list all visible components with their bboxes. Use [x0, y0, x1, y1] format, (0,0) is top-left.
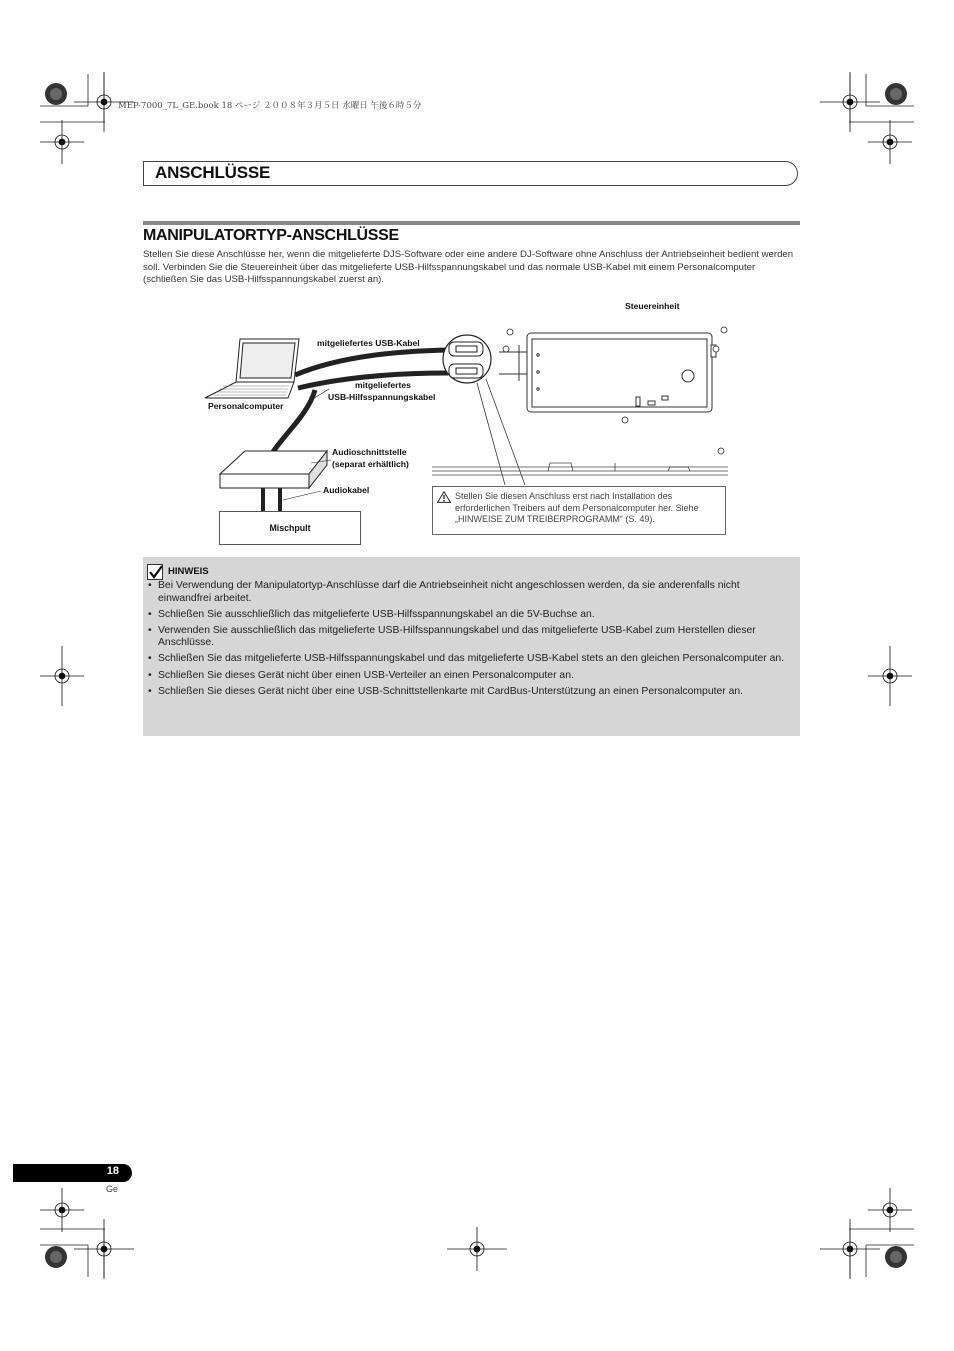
label-audio-line2: (separat erhältlich) [332, 459, 409, 469]
list-item: • Schließen Sie ausschließlich das mitgelieferte USB-Hilfsspannungskabel an die 5V-Buchse an. [148, 608, 595, 620]
warning-icon [437, 491, 451, 503]
note-item-text: Verwenden Sie ausschließlich das mitgelieferte USB-Hilfsspannungskabel und das mitgelieferte USB-Kabel zum Herstellen dieser Anschlüsse. [158, 624, 756, 649]
list-item: • Bei Verwendung der Manipulatortyp-Anschlüsse darf die Antriebseinheit nicht angeschlossen werden, da sie anderenfalls nicht einwandfrei arbeitet. [148, 580, 740, 604]
mixer-box [219, 511, 361, 545]
note-item-text: Schließen Sie ausschließlich das mitgelieferte USB-Hilfsspannungskabel an die 5V-Buchse an. [158, 608, 595, 620]
list-item: • Schließen Sie dieses Gerät nicht über eine USB-Schnittstellenkarte mit CardBus-Unterstützung an einen Personalcomputer an. [148, 685, 744, 697]
note-panel [143, 557, 800, 736]
label-personalcomputer: Personalcomputer [208, 401, 284, 411]
label-usb-kabel: mitgeliefertes USB-Kabel [317, 338, 420, 348]
note-list [148, 580, 793, 702]
caution-box [432, 486, 726, 535]
list-item: • Schließen Sie dieses Gerät nicht über einen USB-Verteiler an einen Personalcomputer an. [148, 669, 574, 681]
note-label: HINWEIS [168, 566, 209, 577]
page-number-tab [13, 1164, 132, 1182]
list-item: • Verwenden Sie ausschließlich das mitgelieferte USB-Hilfsspannungskabel und das mitgelieferte USB-Kabel zum Herstellen dieser Anschlüsse. [148, 624, 756, 649]
label-hilfs-line2: USB-Hilfsspannungskabel [328, 392, 436, 402]
label-steuereinheit: Steuereinheit [625, 301, 680, 311]
audio-interface-icon [220, 451, 327, 488]
checkmark-icon [147, 564, 163, 580]
label-audio-line1: Audioschnittstelle [332, 447, 407, 457]
note-item-text: Schließen Sie das mitgelieferte USB-Hilfsspannungskabel und das mitgelieferte USB-Kabel stets an den gleichen Personalcomputer an. [158, 653, 785, 665]
label-hilfs-line1: mitgeliefertes [355, 380, 411, 390]
controller-unit-icon [499, 333, 716, 412]
note-item-text: Schließen Sie dieses Gerät nicht über einen USB-Verteiler an einen Personalcomputer an. [158, 669, 574, 681]
intro-paragraph: Stellen Sie diese Anschlüsse her, wenn die mitgelieferte DJS-Software oder eine andere DJ-Software ohne Anschluss der Antriebseinheit bedient werden soll. Verbinden Sie die Steuereinheit über das mitgelieferte USB-Hilfsspannungskabel und das normale USB-Kabel mit einem Personalcomputer (schließen Sie das USB-Hilfsspannungskabel zuerst an). [143, 249, 794, 286]
language-code: Ge [106, 1184, 119, 1194]
note-item-text: Schließen Sie dieses Gerät nicht über eine USB-Schnittstellenkarte mit CardBus-Unterstützung an einen Personalcomputer an. [158, 685, 744, 697]
chapter-heading [143, 161, 798, 186]
laptop-icon [205, 339, 299, 398]
chapter-title: ANSCHLÜSSE [155, 163, 271, 182]
caution-text: Stellen Sie diesen Anschluss erst nach Installation des erforderlichen Treibers auf dem Personalcomputer her. Siehe „HINWEISE ZUM TREIBERPROGRAMM“ (S. 49). [455, 491, 699, 525]
label-audiokabel: Audiokabel [323, 485, 370, 495]
section-title: MANIPULATORTYP-ANSCHLÜSSE [143, 227, 399, 244]
list-item: • Schließen Sie das mitgelieferte USB-Hilfsspannungskabel und das mitgelieferte USB-Kabel stets an den gleichen Personalcomputer an. [148, 653, 785, 665]
section-rule [143, 221, 800, 225]
note-item-text: Bei Verwendung der Manipulatortyp-Anschlüsse darf die Antriebseinheit nicht angeschlossen werden, da sie anderenfalls nicht einwandfrei arbeitet. [158, 580, 740, 604]
connection-diagram [143, 295, 800, 550]
page-number: 18 [106, 1165, 119, 1177]
header-file-info: MEP-7000_7L_GE.book 18 ページ ２００８年３月５日 水曜日 午後６時５分 [118, 101, 422, 111]
label-mischpult: Mischpult [269, 523, 311, 533]
